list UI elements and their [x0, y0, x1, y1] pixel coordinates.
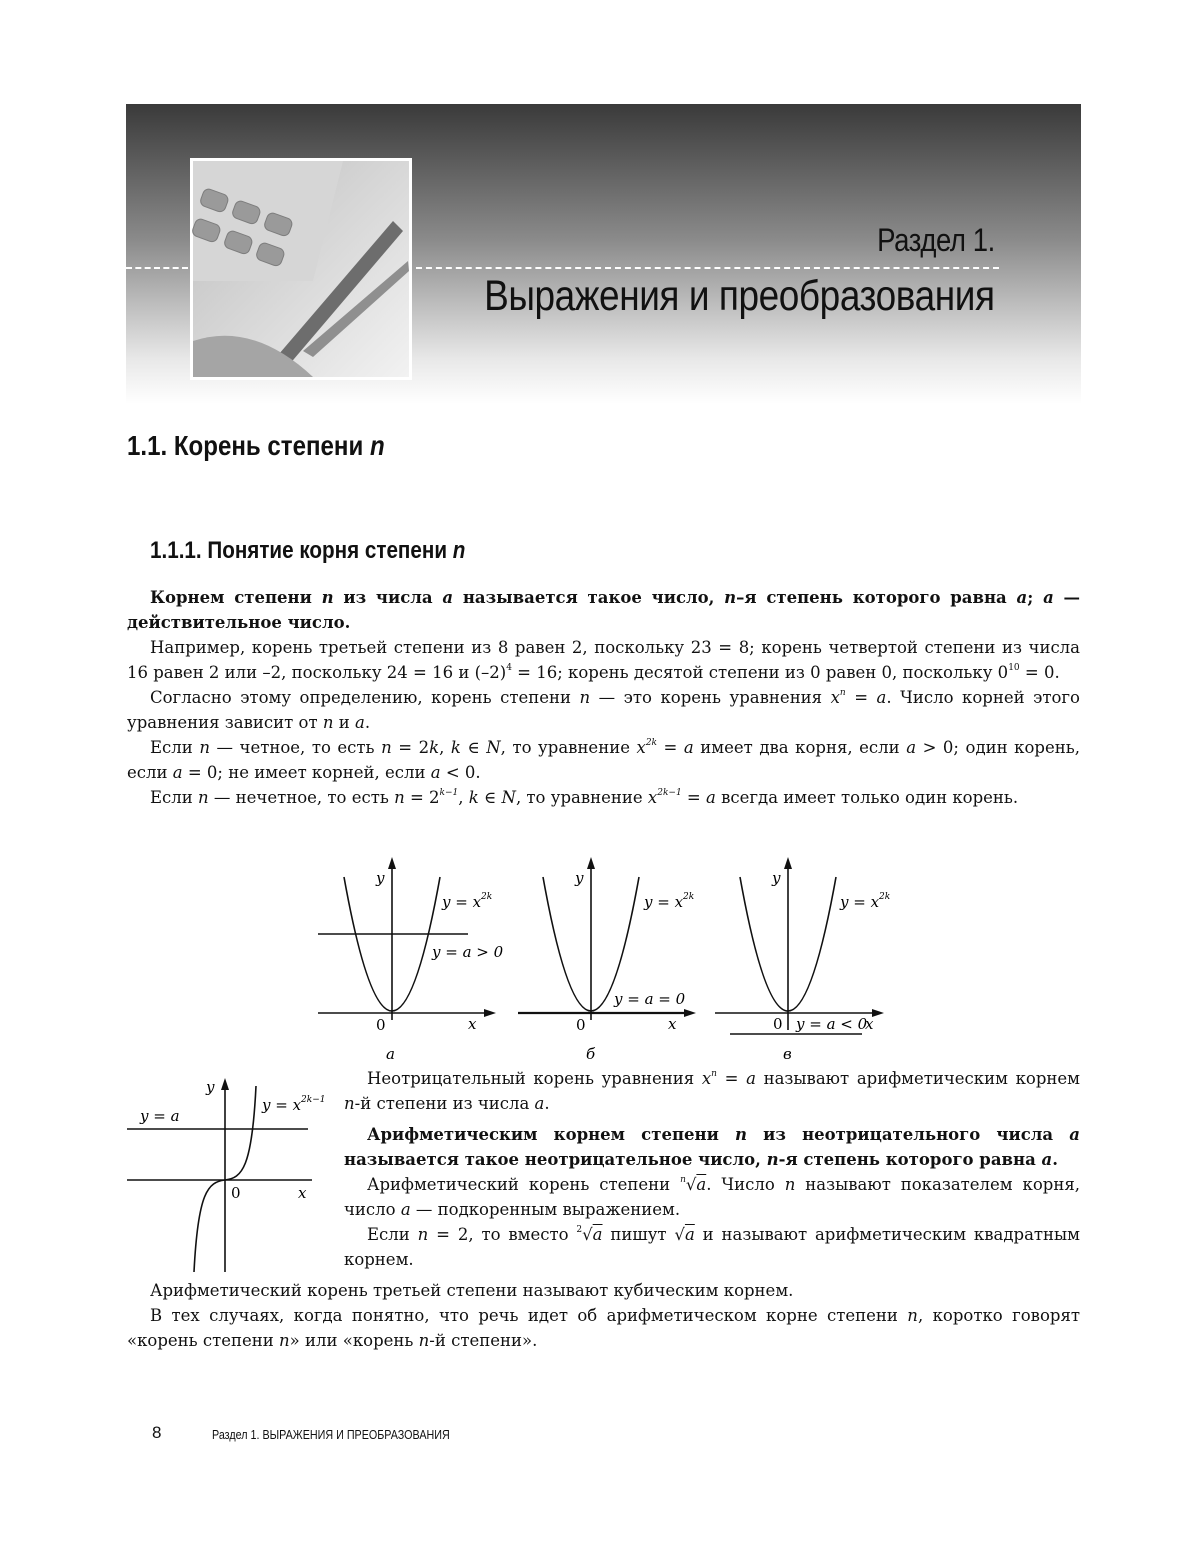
banner-dash-right — [416, 267, 999, 269]
heading-1-1-1: 1.1.1. Понятие корня степени n — [150, 537, 466, 564]
graph-b-line-label: y = a = 0 — [614, 990, 686, 1008]
parabola-graphs — [310, 855, 891, 1065]
graph-a-y-label: y — [376, 869, 385, 887]
graph-a-curve-label: $y = x^{2k}$ — [442, 892, 493, 911]
graph-b-y-label: y — [575, 869, 584, 887]
odd-graph-y-arrow — [221, 1078, 229, 1090]
cube-root-paragraph: Арифметический корень третьей степени называют кубическим корнем. — [150, 1281, 794, 1300]
right-column-text — [344, 1066, 1080, 1272]
graph-c-caption: в — [783, 1045, 792, 1063]
running-footer: Раздел 1. ВЫРАЖЕНИЯ И ПРЕОБРАЗОВАНИЯ — [212, 1428, 450, 1442]
graph-c-origin: 0 — [773, 1015, 783, 1033]
graph-b-x-arrow — [684, 1009, 696, 1017]
graph-b-origin: 0 — [576, 1016, 586, 1034]
graph-b-curve-label: $y = x^{2k}$ — [644, 892, 695, 911]
heading-1-1: 1.1. Корень степени n — [127, 430, 385, 461]
graph-a-caption: а — [386, 1045, 395, 1063]
even-paragraph: Если n — четное, то есть n = 2k, k ∈ N, то уравнение $x^{2k} = a$ имеет два корня, если a > 0; один корень, если a = 0; не имеет корней, если a < 0. — [127, 738, 1080, 782]
graph-b-y-arrow — [587, 857, 595, 869]
graph-b-caption: б — [586, 1045, 596, 1063]
nonneg-paragraph: Неотрицательный корень уравнения $x^n = a$ называют арифметическим корнем n-й степени из числа a. — [344, 1069, 1080, 1113]
graph-c-y-label: y — [772, 869, 781, 887]
odd-graph-origin: 0 — [231, 1184, 241, 1202]
odd-power-graph — [122, 1072, 326, 1277]
short-form-paragraph: В тех случаях, когда понятно, что речь идет об арифметическом корне степени n, коротко говорят «корень степени n» или «корень n-й степени». — [127, 1306, 1080, 1350]
notation-paragraph: Арифметический корень степени $^n$√a. Число n называют показателем корня, число a — подкоренным выражением. — [344, 1175, 1080, 1219]
upper-text — [127, 585, 1080, 810]
graph-a-y-arrow — [388, 857, 396, 869]
graph-a-x-arrow — [484, 1009, 496, 1017]
graph-b-x-label: x — [668, 1015, 677, 1033]
odd-graph-line-label: y = a — [140, 1107, 180, 1125]
square-root-paragraph: Если n = 2, то вместо $^2$√a пишут √a и называют арифметическим квадратным корнем. — [344, 1225, 1081, 1269]
graph-c-x-arrow — [872, 1009, 884, 1017]
section-title: Выражения и преобразования — [484, 272, 995, 320]
odd-paragraph: Если n — нечетное, то есть $n = 2^{k-1}$, k ∈ N, то уравнение $x^{2k-1} = a$ всегда имеет только один корень. — [150, 788, 1019, 807]
graph-a-line-label: y = a > 0 — [432, 943, 504, 961]
graph-c-curve-label: $y = x^{2k}$ — [840, 892, 891, 911]
agree-paragraph: Согласно этому определению, корень степени n — это корень уравнения $x^n = a$. Число корней этого уравнения зависит от n и a. — [127, 688, 1080, 732]
odd-graph-curve-label: $y = x^{2k-1}$ — [262, 1095, 326, 1114]
banner-dash-left — [126, 267, 188, 269]
definition-arithmetic-root: Арифметическим корнем степени n из неотрицательного числа a называется такое неотрицательное число, n-я степень которого равна a. — [344, 1125, 1080, 1169]
graph-a-origin: 0 — [376, 1016, 386, 1034]
graph-c-y-arrow — [784, 857, 792, 869]
graph-c-line-label: y = a < 0 — [796, 1015, 868, 1033]
odd-graph-x-label: x — [298, 1184, 307, 1202]
odd-graph-y-label: y — [206, 1078, 215, 1096]
definition-root: Корнем степени n из числа a называется такое число, n–я степень которого равна a; a — действительное число. — [127, 588, 1081, 632]
graph-a-x-label: x — [468, 1015, 477, 1033]
example-paragraph: Например, корень третьей степени из 8 равен 2, поскольку 23 = 8; корень четвертой степени из числа 16 равен 2 или –2, поскольку 24 = 16 и $(-2)^4 = 16$; корень десятой степени из 0 равен 0, поскольку $0^{10} = 0$. — [127, 638, 1080, 682]
graph-c-x-label: x — [865, 1015, 874, 1033]
calculator-pencil-photo — [190, 158, 412, 380]
page-number: 8 — [152, 1423, 162, 1442]
section-number: Раздел 1. — [877, 222, 995, 258]
lower-text — [127, 1278, 1080, 1353]
